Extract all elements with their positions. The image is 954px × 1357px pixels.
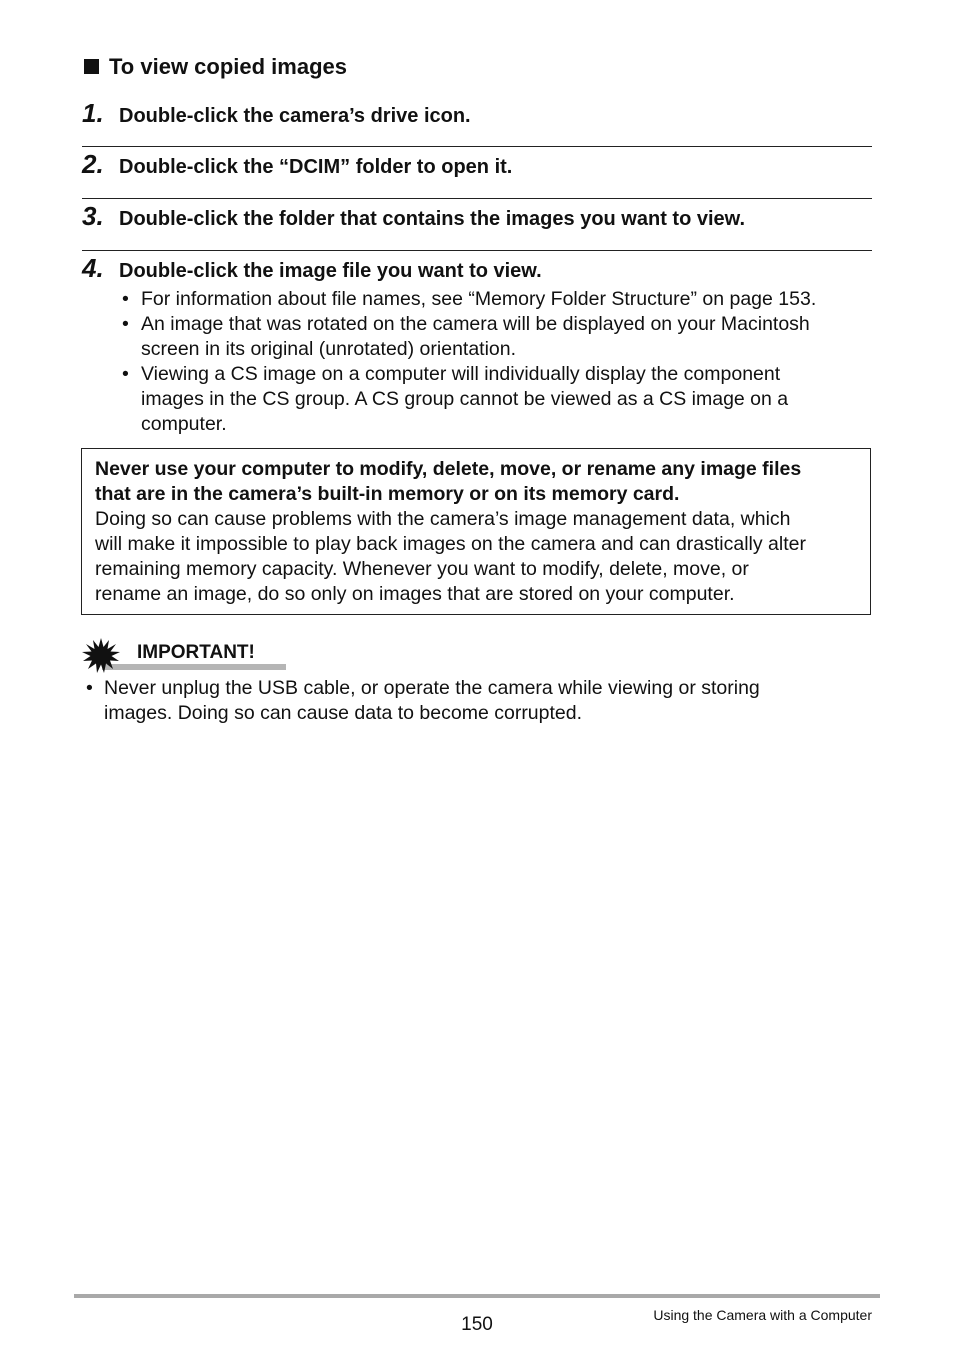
square-bullet-icon [84, 59, 99, 74]
step-text: Double-click the folder that contains the images you want to view. [119, 208, 746, 230]
bullet-icon: • [122, 313, 129, 335]
important-label: IMPORTANT! [137, 642, 255, 663]
step-number: 1. [82, 98, 104, 128]
bullet-line: screen in its original (unrotated) orientation. [141, 338, 517, 360]
page-number: 150 [461, 1314, 493, 1335]
step-text: Double-click the image file you want to view. [119, 260, 542, 282]
step-number: 2. [82, 149, 104, 179]
footer-section-title: Using the Camera with a Computer [653, 1307, 872, 1323]
list-item [120, 312, 880, 362]
bullet-line: Never unplug the USB cable, or operate the camera while viewing or storing [104, 677, 760, 699]
step-divider [82, 146, 872, 147]
warning-body-line: remaining memory capacity. Whenever you want to modify, delete, move, or [95, 558, 749, 580]
warning-bold-line: that are in the camera’s built-in memory or on its memory card. [95, 483, 680, 505]
step-divider [82, 198, 872, 199]
step-divider [82, 250, 872, 251]
list-item [120, 362, 880, 437]
step-4-bullet-list [120, 287, 880, 437]
important-underline [102, 664, 286, 670]
bullet-line: images in the CS group. A CS group cannot be viewed as a CS image on a [141, 388, 789, 410]
warning-bold-line: Never use your computer to modify, delete, move, or rename any image files [95, 458, 802, 480]
step-3 [82, 201, 745, 232]
warning-body-line: Doing so can cause problems with the camera’s image management data, which [95, 508, 791, 530]
bullet-icon: • [122, 363, 129, 385]
step-text: Double-click the camera’s drive icon. [119, 105, 471, 127]
bullet-line: An image that was rotated on the camera will be displayed on your Macintosh [141, 313, 810, 335]
important-bullet-list [84, 676, 844, 726]
footer-divider [74, 1294, 880, 1298]
step-4 [82, 253, 542, 284]
starburst-icon [82, 638, 120, 674]
step-number: 3. [82, 201, 104, 231]
bullet-icon: • [122, 288, 129, 310]
bullet-line: images. Doing so can cause data to become corrupted. [104, 702, 583, 724]
section-heading-text: To view copied images [109, 54, 347, 79]
step-2 [82, 149, 512, 180]
step-1 [82, 98, 471, 129]
bullet-line: Viewing a CS image on a computer will individually display the component [141, 363, 781, 385]
bullet-line: computer. [141, 413, 227, 435]
warning-body-line: will make it impossible to play back images on the camera and can drastically alter [95, 533, 806, 555]
bullet-icon: • [86, 677, 93, 699]
step-text: Double-click the “DCIM” folder to open it. [119, 156, 513, 178]
warning-box [81, 448, 871, 615]
list-item [120, 287, 880, 312]
step-number: 4. [82, 253, 104, 283]
list-item [84, 676, 844, 726]
bullet-line: For information about file names, see “Memory Folder Structure” on page 153. [141, 288, 817, 310]
warning-body-line: rename an image, do so only on images that are stored on your computer. [95, 583, 735, 605]
important-header [82, 638, 286, 672]
section-heading [84, 54, 347, 80]
